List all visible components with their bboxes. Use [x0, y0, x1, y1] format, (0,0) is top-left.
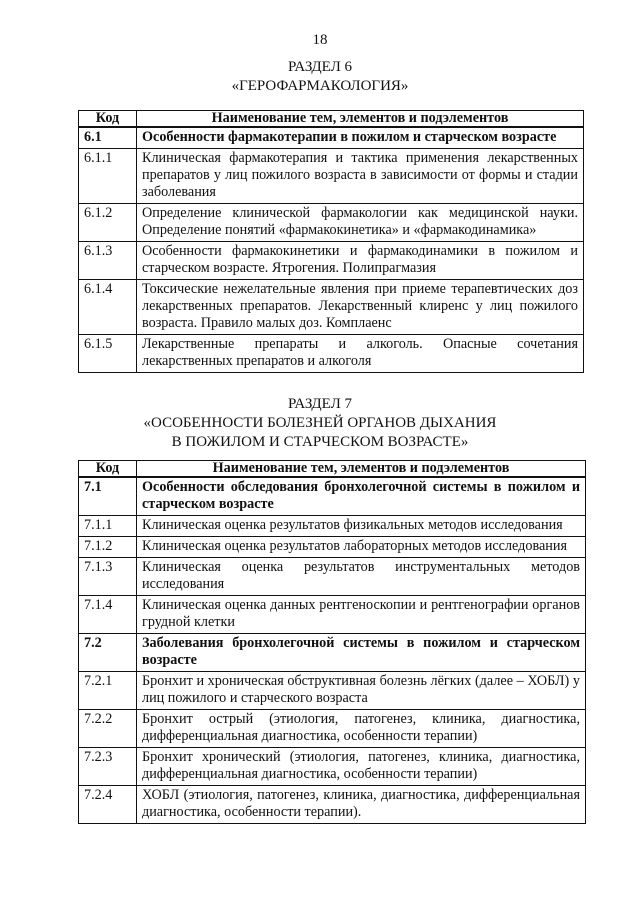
- table-row: [79, 280, 584, 335]
- row-code: 7.2.4: [79, 786, 137, 824]
- section-6-table-body: [79, 127, 584, 373]
- section-6-heading: [0, 58, 640, 96]
- code-column-header: Код: [79, 111, 137, 128]
- section-7-subtitle-line-2: В ПОЖИЛОМ И СТАРЧЕСКОМ ВОЗРАСТЕ»: [171, 434, 469, 450]
- row-code: 7.2: [79, 634, 137, 672]
- name-column-header: Наименование тем, элементов и подэлементов: [137, 111, 584, 128]
- row-code: 7.2.3: [79, 748, 137, 786]
- row-code: 6.1.3: [79, 242, 137, 280]
- row-code: 7.1.2: [79, 537, 137, 558]
- table-header-row: [79, 111, 584, 128]
- row-name: Особенности обследования бронхолегочной системы в пожилом и старческом возрасте: [137, 477, 586, 516]
- table-row: [79, 596, 586, 634]
- row-name: Бронхит и хроническая обструктивная болезнь лёгких (далее – ХОБЛ) у лиц пожилого и старческого возраста: [137, 672, 586, 710]
- table-row: [79, 149, 584, 204]
- row-code: 6.1.4: [79, 280, 137, 335]
- row-code: 7.1.4: [79, 596, 137, 634]
- row-code: 7.1: [79, 477, 137, 516]
- table-row: [79, 558, 586, 596]
- row-code: 7.1.1: [79, 516, 137, 537]
- section-7-table-body: [79, 477, 586, 824]
- row-name: Токсические нежелательные явления при приеме терапевтических доз лекарственных препаратов. Лекарственный клиренс у лиц пожилого возраста. Правило малых доз. Комплаенс: [137, 280, 584, 335]
- table-row: [79, 127, 584, 149]
- row-code: 7.1.3: [79, 558, 137, 596]
- row-name: Бронхит хронический (этиология, патогенез, клиника, диагностика, дифференциальная диагностика, особенности терапии): [137, 748, 586, 786]
- row-code: 6.1: [79, 127, 137, 149]
- table-row: [79, 634, 586, 672]
- row-code: 7.2.1: [79, 672, 137, 710]
- row-code: 6.1.5: [79, 335, 137, 373]
- row-name: ХОБЛ (этиология, патогенез, клиника, диагностика, дифференциальная диагностика, особенности терапии).: [137, 786, 586, 824]
- table-row: [79, 748, 586, 786]
- table-row: [79, 477, 586, 516]
- row-name: Клиническая фармакотерапия и тактика применения лекарственных препаратов у лиц пожилого возраста в зависимости от формы и стадии заболевания: [137, 149, 584, 204]
- section-7-table: [78, 460, 586, 824]
- row-name: Особенности фармакотерапии в пожилом и старческом возрасте: [137, 127, 584, 149]
- row-name: Особенности фармакокинетики и фармакодинамики в пожилом и старческом возрасте. Ятрогения. Полипрагмазия: [137, 242, 584, 280]
- row-code: 6.1.2: [79, 204, 137, 242]
- section-6-subtitle: «ГЕРОФАРМАКОЛОГИЯ»: [231, 78, 409, 94]
- row-name: Определение клинической фармакологии как медицинской науки. Определение понятий «фармакокинетика» и «фармакодинамика»: [137, 204, 584, 242]
- row-name: Заболевания бронхолегочной системы в пожилом и старческом возрасте: [137, 634, 586, 672]
- table-row: [79, 672, 586, 710]
- section-7-heading: [0, 395, 640, 452]
- row-name: Клиническая оценка результатов физикальных методов исследования: [137, 516, 586, 537]
- row-name: Бронхит острый (этиология, патогенез, клиника, диагностика, дифференциальная диагностика, особенности терапии): [137, 710, 586, 748]
- table-row: [79, 516, 586, 537]
- table-row: [79, 786, 586, 824]
- section-7-subtitle-line-1: «ОСОБЕННОСТИ БОЛЕЗНЕЙ ОРГАНОВ ДЫХАНИЯ: [143, 415, 497, 431]
- table-row: [79, 242, 584, 280]
- code-column-header: Код: [79, 461, 137, 478]
- page-number: 18: [312, 32, 328, 48]
- name-column-header: Наименование тем, элементов и подэлементов: [137, 461, 586, 478]
- row-name: Клиническая оценка результатов инструментальных методов исследования: [137, 558, 586, 596]
- row-code: 7.2.2: [79, 710, 137, 748]
- row-name: Клиническая оценка данных рентгеноскопии и рентгенографии органов грудной клетки: [137, 596, 586, 634]
- section-6-table: [78, 110, 584, 373]
- row-name: Лекарственные препараты и алкоголь. Опасные сочетания лекарственных препаратов и алкоголя: [137, 335, 584, 373]
- section-7-title: РАЗДЕЛ 7: [287, 396, 353, 412]
- table-row: [79, 710, 586, 748]
- row-name: Клиническая оценка результатов лабораторных методов исследования: [137, 537, 586, 558]
- table-header-row: [79, 461, 586, 478]
- row-code: 6.1.1: [79, 149, 137, 204]
- table-row: [79, 335, 584, 373]
- section-6-title: РАЗДЕЛ 6: [287, 59, 353, 75]
- table-row: [79, 537, 586, 558]
- table-row: [79, 204, 584, 242]
